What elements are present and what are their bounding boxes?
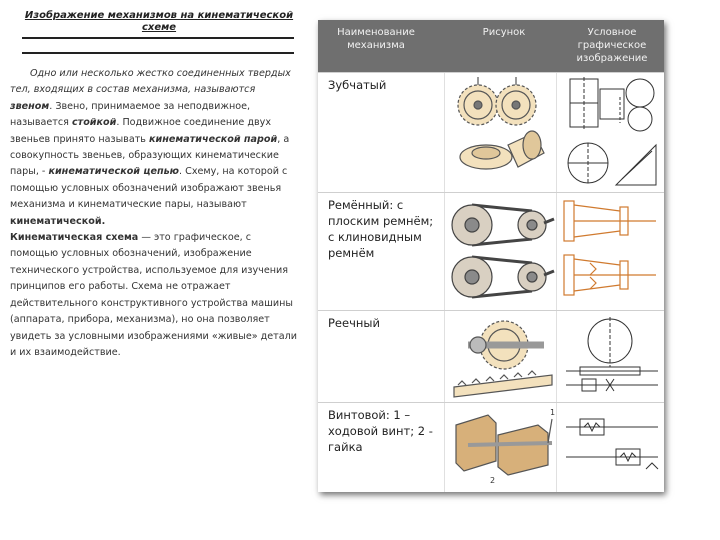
definition-paragraph: [10, 66, 300, 230]
definition-text: [10, 66, 300, 361]
belt-symbol: [560, 197, 662, 307]
rack-drawing: [448, 315, 556, 399]
row-label-belt: Ремённый: с плоским ремнём; с клиновидным ремнём: [328, 198, 434, 260]
header-graphic-symbol: Условное графическое изображение: [576, 27, 648, 64]
definition-part-4: , а совокупность звеньев, образующих кинематические пары, -: [10, 133, 290, 178]
scheme-definition: — это графическое, с помощью условных обозначений, изображение технического устройства, используемое для изучения принципов его работы. Схема не отражает действительного конструктивного устройства машины (аппарата, прибора, механизма), но она позволяет увидеть за условными изображениями «живые» детали и их взаимодействие.: [10, 232, 298, 358]
fig-label-1: 1: [550, 408, 556, 417]
definition-part-5: . Схему, на которой с помощью условных обозначений изображают звенья механизма и кинематические пары, называют: [10, 166, 288, 211]
section-heading-line2: схеме: [141, 22, 177, 33]
row-label-screw: Винтовой: 1 – ходовой винт; 2 - гайка: [328, 408, 433, 454]
mechanism-table: [318, 20, 664, 492]
gear-symbol: [560, 75, 662, 191]
row-label-rack: Реечный: [328, 316, 380, 330]
term-link: звеном: [10, 100, 50, 112]
row-label-gear: Зубчатый: [328, 78, 387, 92]
belt-drawing: [448, 197, 556, 307]
heading-rule-top: [22, 37, 294, 39]
gear-drawing: [448, 75, 556, 191]
header-drawing: Рисунок: [482, 27, 526, 38]
screw-drawing: [448, 405, 556, 491]
term-kinematic-chain: кинематической цепью: [48, 166, 180, 178]
term-kinematic: кинематической.: [10, 215, 106, 227]
section-heading-line1: Изображение механизмов на кинематической: [24, 10, 294, 21]
definition-part-3: . Подвижное соединение двух звеньев принято называть: [10, 117, 271, 145]
screw-symbol: [560, 405, 662, 491]
heading-rule-bottom: [22, 52, 294, 54]
scheme-paragraph: [10, 230, 300, 361]
term-kinematic-scheme: Кинематическая схема: [10, 232, 139, 244]
table-header: [318, 20, 664, 72]
table-row-rack: [318, 310, 664, 403]
table-row-gear: [318, 72, 664, 193]
term-rack: стойкой: [71, 117, 117, 129]
table-row-screw: [318, 402, 664, 493]
table-row-belt: [318, 192, 664, 311]
fig-label-2: 2: [490, 476, 496, 485]
term-kinematic-pair: кинематической парой: [149, 133, 278, 145]
definition-intro: Одно или несколько жестко соединенных твердых тел, входящих в состав механизма, называются: [10, 68, 291, 96]
header-mechanism-name: Наименование механизма: [337, 27, 415, 51]
rack-symbol: [560, 315, 662, 399]
definition-part-2: . Звено, принимаемое за неподвижное, называется: [10, 100, 251, 129]
section-heading: [20, 10, 298, 34]
